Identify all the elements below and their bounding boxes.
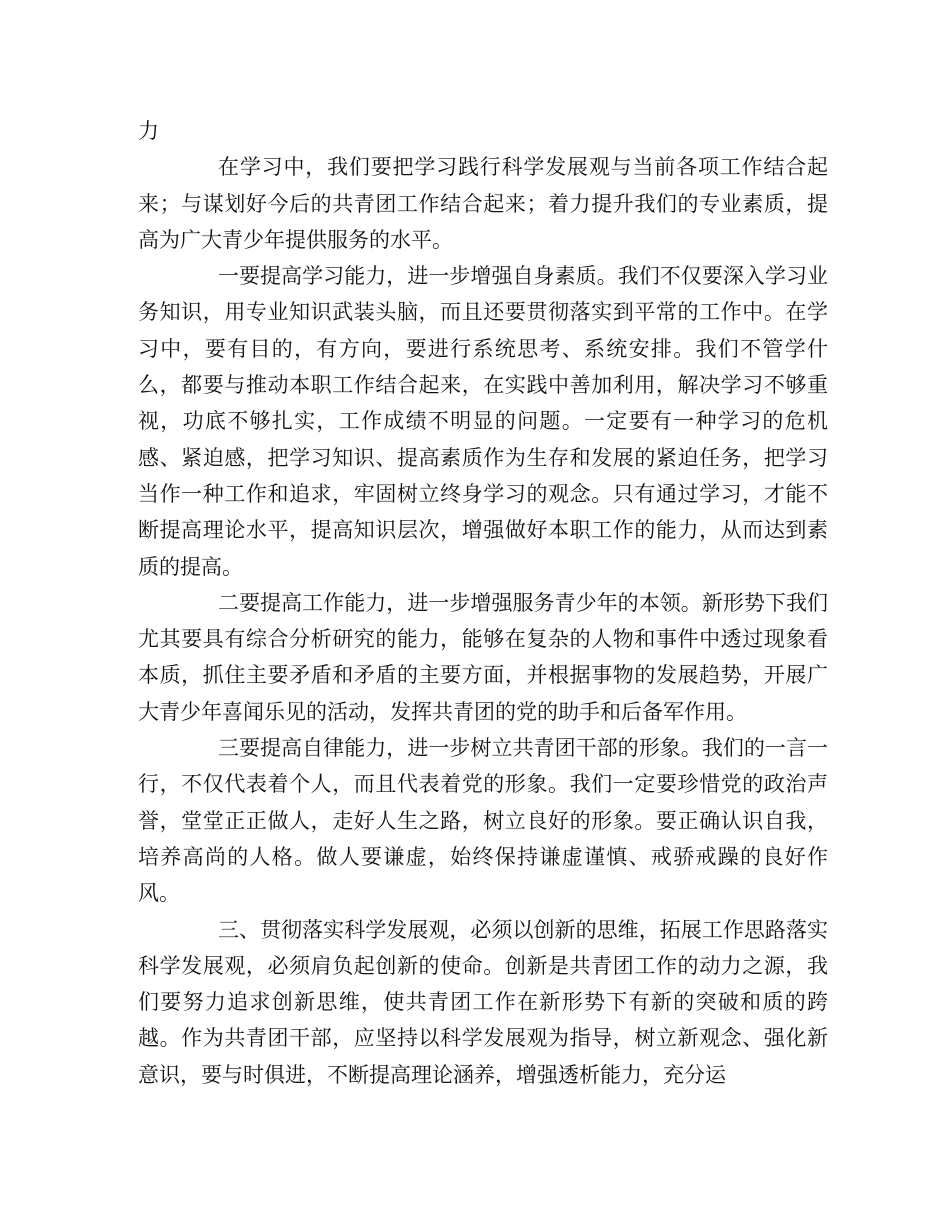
paragraph-innovation: 三、贯彻落实科学发展观，必须以创新的思维，拓展工作思路落实科学发展观，必须肩负起创新的使命。创新是共青团工作的动力之源，我们要努力追求创新思维，使共青团工作在新形势下有新的突破和质的跨越。作为共青团干部，应坚持以科学发展观为指导，树立新观念、强化新意识，要与时俱进，不断提高理论涵养，增强透析能力，充分运 — [138, 917, 828, 1087]
paragraph-self-discipline: 三要提高自律能力，进一步树立共青团干部的形象。我们的一言一行，不仅代表着个人，而且代表着党的形象。我们一定要珍惜党的政治声誉，堂堂正正做人，走好人生之路，树立良好的形象。要正确认识自我，培养高尚的人格。做人要谦虚，始终保持谦虚谨慎、戒骄戒躁的良好作风。 — [138, 736, 828, 906]
document-body — [138, 113, 828, 1093]
paragraph-continuation: 力 — [138, 119, 159, 143]
paragraph-study-integration: 在学习中，我们要把学习践行科学发展观与当前各项工作结合起来；与谋划好今后的共青团工作结合起来；着力提升我们的专业素质，提高为广大青少年提供服务的水平。 — [138, 155, 828, 252]
paragraph-work-ability: 二要提高工作能力，进一步增强服务青少年的本领。新形势下我们尤其要具有综合分析研究的能力，能够在复杂的人物和事件中透过现象看本质，抓住主要矛盾和矛盾的主要方面，并根据事物的发展趋势，开展广大青少年喜闻乐见的活动，发挥共青团的党的助手和后备军作用。 — [138, 590, 828, 724]
paragraph-learning-ability: 一要提高学习能力，进一步增强自身素质。我们不仅要深入学习业务知识，用专业知识武装头脑，而且还要贯彻落实到平常的工作中。在学习中，要有目的，有方向，要进行系统思考、系统安排。我们不管学什么，都要与推动本职工作结合起来，在实践中善加利用，解决学习不够重视，功底不够扎实，工作成绩不明显的问题。一定要有一种学习的危机感、紧迫感，把学习知识、提高素质作为生存和发展的紧迫任务，把学习当作一种工作和追求，牢固树立终身学习的观念。只有通过学习，才能不断提高理论水平，提高知识层次，增强做好本职工作的能力，从而达到素质的提高。 — [138, 264, 828, 579]
